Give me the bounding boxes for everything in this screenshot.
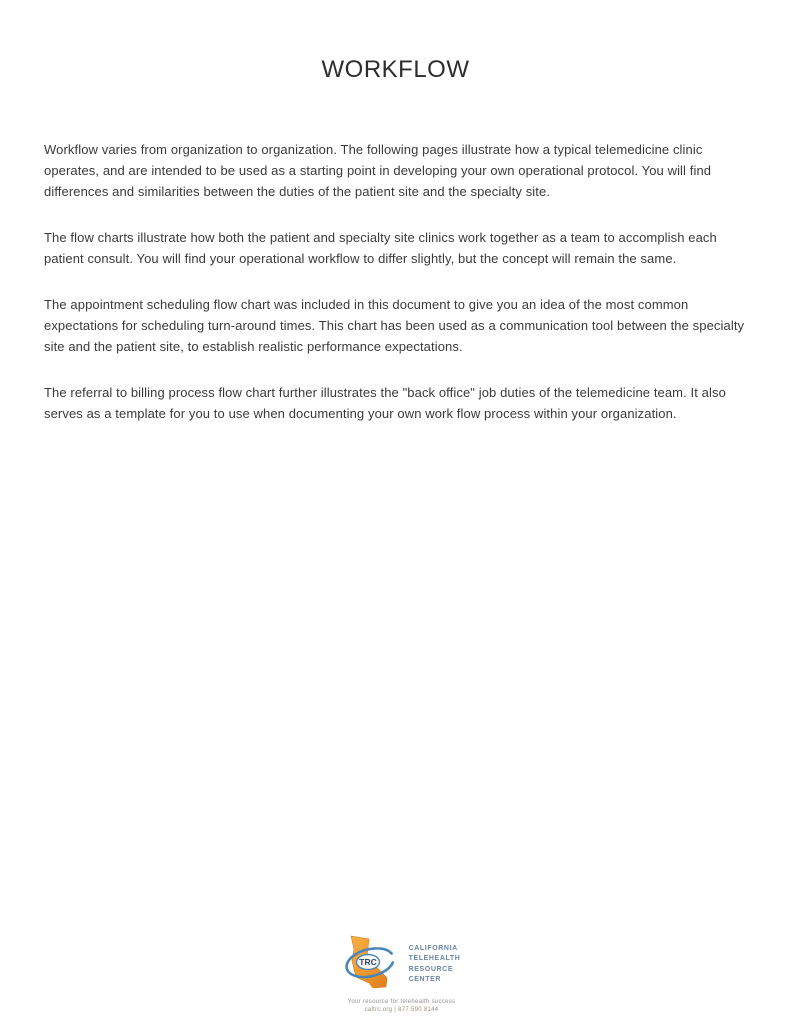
org-name-line: TELEHEALTH	[408, 955, 461, 963]
ctrc-logo	[337, 933, 467, 1015]
org-name-line: RESOURCE	[408, 965, 454, 973]
contact-text: caltrc.org | 877.590.8144	[364, 1006, 439, 1013]
logo-tagline	[348, 999, 456, 1015]
paragraph-workflow-intro: Workflow varies from organization to organization. The following pages illustrate how a typical telemedicine clinic operates, and are intended to be used as a starting point in developing your own operational protocol. You will find differences and similarities between the duties of the patient site and the specialty site.	[44, 142, 712, 199]
tagline-text: Your resource for telehealth success	[347, 999, 456, 1005]
org-name-line: CALIFORNIA	[408, 945, 458, 953]
paragraph-flow-charts: The flow charts illustrate how both the patient and specialty site clinics work together as a team to accomplish each patient consult. You will find your operational workflow to differ slightly, but the concept will remain the same.	[44, 230, 717, 266]
page-title: WORKFLOW	[321, 56, 470, 83]
california-trc-logo-icon	[343, 933, 405, 996]
paragraph-appointment-scheduling: The appointment scheduling flow chart was included in this document to give you an idea of the most common expectations for scheduling turn-around times. This chart has been used as a communication tool between the specialty site and the patient site, to establish realistic performance expectations.	[44, 297, 745, 354]
org-name-line: CENTER	[408, 975, 441, 983]
svg-text:TRC: TRC	[358, 957, 377, 967]
body-text-block	[44, 139, 756, 449]
org-name	[409, 945, 461, 983]
paragraph-referral-billing: The referral to billing process flow chart further illustrates the "back office" job duties of the telemedicine team. It also serves as a template for you to use when documenting your own work flow process within your organization.	[44, 385, 726, 421]
ctrc-logo-row	[343, 933, 461, 996]
